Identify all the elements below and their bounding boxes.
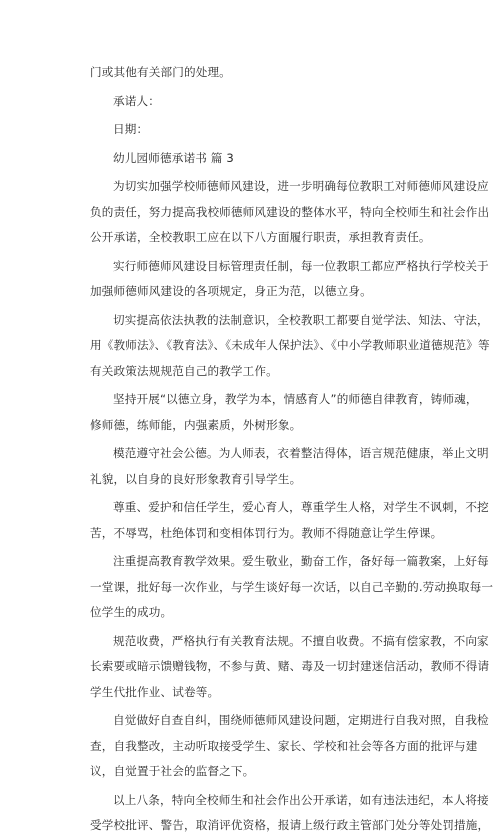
paragraph-line: 切实提高依法执教的法制意识，全校教职工都要自觉学法、知法、守法， [113, 312, 489, 327]
paragraph-line: 以上八条，特向全校师生和社会作出公开承诺，如有违法违纪，本人将接 [113, 792, 489, 807]
paragraph-line: 有关政策法规规范自己的教学工作。 [90, 363, 278, 378]
paragraph-line: 公开承诺，全校教职工应在以下八方面履行职责，承担教育责任。 [90, 230, 431, 244]
paragraph-line: 模范遵守社会公德。为人师表，衣着整洁得体，语言规范健康，举止文明 [113, 446, 489, 460]
paragraph-line: 实行师德师风建设目标管理责任制，每一位教职工都应严格执行学校关于 [113, 258, 489, 273]
paragraph-line: 为切实加强学校师德师风建设，进一步明确每位教职工对师德师风建设应 [113, 179, 489, 193]
paragraph-line: 修师德，练师能，内强素质，外树形象。 [90, 417, 302, 432]
paragraph-line: 尊重、爱护和信任学生，爱心育人，尊重学生人格，对学生不讽刺，不挖 [113, 500, 489, 514]
date-label: 日期： [113, 122, 149, 136]
paragraph-line: 查，自我整改，主动听取接受学生、家长、学校和社会等各方面的批评与建 [90, 738, 478, 753]
paragraph-line: 议，自觉置于社会的监督之下。 [90, 764, 255, 778]
paragraph-line: 坚持开展“以德立身，教学为本，情感育人”的师德自律教育，铸师魂， [113, 392, 478, 406]
section-heading: 幼儿园师德承诺书 篇 3 [113, 150, 234, 165]
paragraph-line: 注重提高教育教学效果。爱生敬业，勤奋工作，备好每一篇教案，上好每 [113, 554, 489, 568]
paragraph-line: 一堂课，批好每一次作业，与学生谈好每一次话，以自己辛勤的.劳动换取每一 [90, 579, 494, 594]
document-body [90, 60, 494, 838]
paragraph-line: 受学校批评、警告，取消评优资格，报请上级行政主管部门处分等处罚措施， [90, 818, 490, 832]
paragraph-line: 长索要或暗示馈赠钱物，不参与黄、赌、毒及一切封建迷信活动，教师不得请 [90, 659, 490, 673]
paragraph-line: 自觉做好自查自纠，围绕师德师风建设问题，定期进行自我对照，自我检 [113, 713, 489, 727]
paragraph-line: 苦，不辱骂，杜绝体罚和变相体罚行为。教师不得随意让学生停课。 [90, 525, 443, 540]
paragraph-line: 礼貌，以自身的良好形象教育引导学生。 [90, 471, 302, 486]
signer-label: 承诺人： [113, 93, 160, 108]
paragraph-line: 位学生的成功。 [90, 605, 173, 619]
paragraph-line: 学生代批作业、试卷等。 [90, 684, 220, 699]
paragraph-line: 规范收费，严格执行有关教育法规。不擅自收费。不搞有偿家教，不向家 [113, 633, 489, 648]
paragraph-line: 用《教师法》、《教育法》、《未成年人保护法》、《中小学教师职业道德规范》等 [90, 338, 490, 352]
paragraph-line: 加强师德师风建设的各项规定，身正为范，以德立身。 [90, 284, 372, 298]
text-line: 门或其他有关部门的处理。 [90, 65, 231, 79]
paragraph-line: 负的责任，努力提高我校师德师风建设的整体水平，特向全校师生和社会作出 [90, 204, 490, 219]
